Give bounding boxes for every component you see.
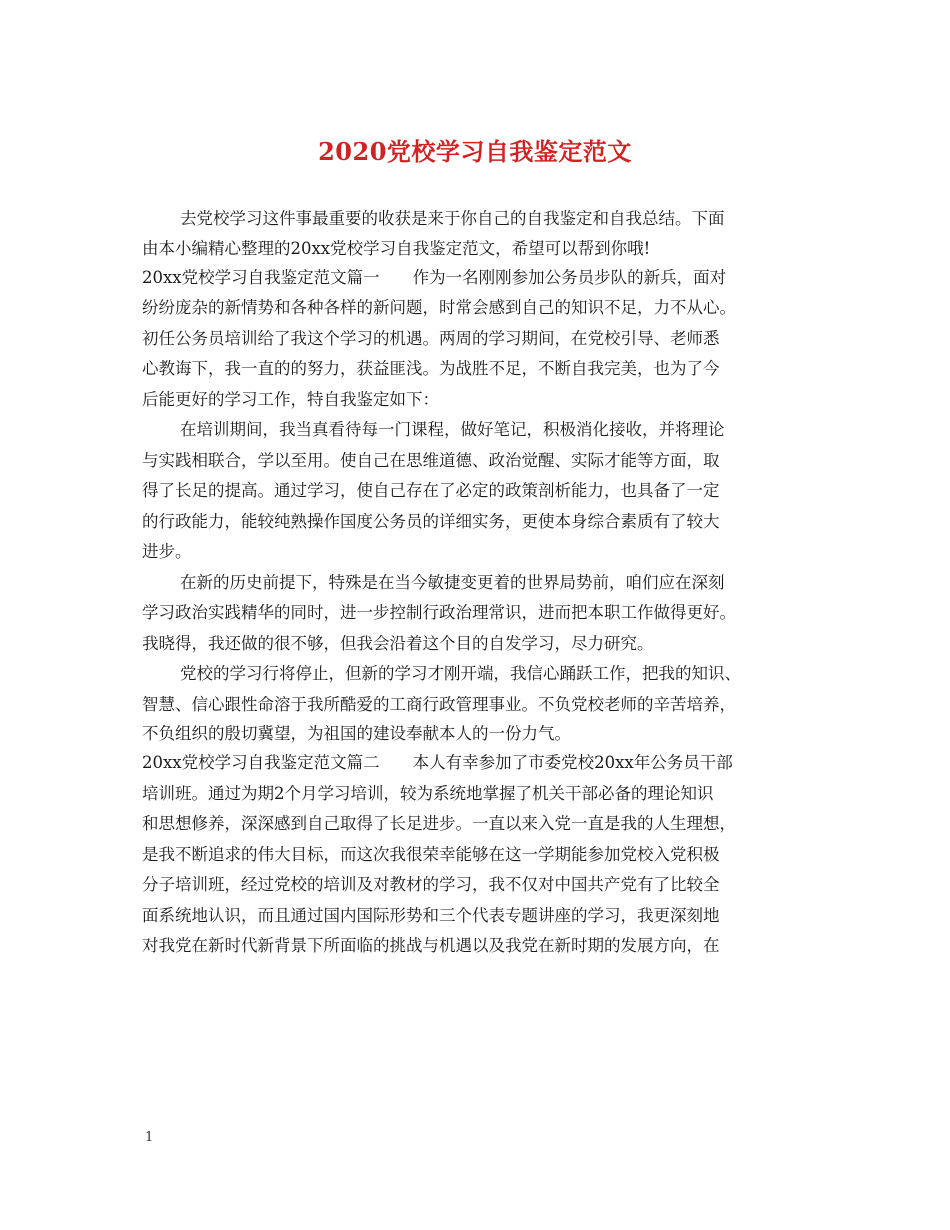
text-line: 心教诲下，我一直的的努力，获益匪浅。为战胜不足，不断自我完美，也为了今 bbox=[142, 359, 720, 378]
text-line: 由本小编精心整理的20xx党校学习自我鉴定范文，希望可以帮到你哦! bbox=[142, 238, 651, 258]
text-line: 我晓得，我还做的很不够，但我会沿着这个目的自发学习，尽力研究。 bbox=[142, 633, 654, 653]
text-line: 20xx党校学习自我鉴定范文篇一 作为一名刚刚参加公务员步队的新兵，面对 bbox=[142, 267, 727, 287]
text-line: 不负组织的殷切冀望，为祖国的建设奉献本人的一份力气。 bbox=[142, 724, 571, 743]
text-line: 学习政治实践精华的同时，进一步控制行政治理常识，进而把本职工作做得更好。 bbox=[142, 603, 736, 622]
text-line: 与实践相联合，学以至用。使自己在思维道德、政治觉醒、实际才能等方面，取 bbox=[142, 450, 720, 470]
text-line: 的行政能力，能较纯熟操作国度公务员的详细实务，更使本身综合素质有了较大 bbox=[142, 511, 720, 531]
text-line: 对我党在新时代新背景下所面临的挑战与机遇以及我党在新时期的发展方向，在 bbox=[142, 936, 720, 955]
text-line: 进步。 bbox=[142, 542, 192, 561]
text-line: 培训班。通过为期2个月学习培训，较为系统地掌握了机关干部必备的理论知识 bbox=[142, 783, 714, 803]
text-line: 得了长足的提高。通过学习，使自己存在了必定的政策剖析能力，也具备了一定 bbox=[142, 481, 720, 500]
text-line: 初任公务员培训给了我这个学习的机遇。两周的学习期间，在党校引导、老师悉 bbox=[142, 328, 720, 348]
page-number: 1 bbox=[145, 1130, 154, 1145]
text-line: 去党校学习这件事最重要的收获是来于你自己的自我鉴定和自我总结。下面 bbox=[180, 209, 725, 228]
text-line: 在新的历史前提下，特殊是在当今敏捷变更着的世界局势前，咱们应在深刻 bbox=[180, 572, 725, 592]
text-line: 党校的学习行将停止，但新的学习才刚开端，我信心踊跃工作，把我的知识、 bbox=[180, 664, 741, 683]
text-line: 20xx党校学习自我鉴定范文篇二 本人有幸参加了市委党校20xx年公务员干部 bbox=[142, 753, 733, 772]
text-line: 是我不断追求的伟大目标，而这次我很荣幸能够在这一学期能参加党校入党积极 bbox=[142, 844, 720, 864]
text-line: 在培训期间，我当真看待每一门课程，做好笔记，积极消化接收，并将理论 bbox=[180, 420, 725, 439]
text-line: 后能更好的学习工作，特自我鉴定如下： bbox=[142, 389, 439, 409]
text-line: 分子培训班，经过党校的培训及对教材的学习，我不仅对中国共产党有了比较全 bbox=[142, 875, 720, 894]
text-line: 纷纷庞杂的新情势和各种各样的新问题，时常会感到自己的知识不足，力不从心。 bbox=[142, 298, 736, 317]
text-line: 面系统地认识，而且通过国内国际形势和三个代表专题讲座的学习，我更深刻地 bbox=[142, 905, 720, 925]
document-title: 2020党校学习自我鉴定范文 bbox=[318, 137, 632, 166]
document-body bbox=[142, 204, 817, 962]
text-line: 和思想修养，深深感到自己取得了长足进步。一直以来入党一直是我的人生理想， bbox=[142, 814, 736, 833]
text-line: 智慧、信心跟性命溶于我所酷爱的工商行政管理事业。不负党校老师的辛苦培养， bbox=[142, 694, 736, 714]
